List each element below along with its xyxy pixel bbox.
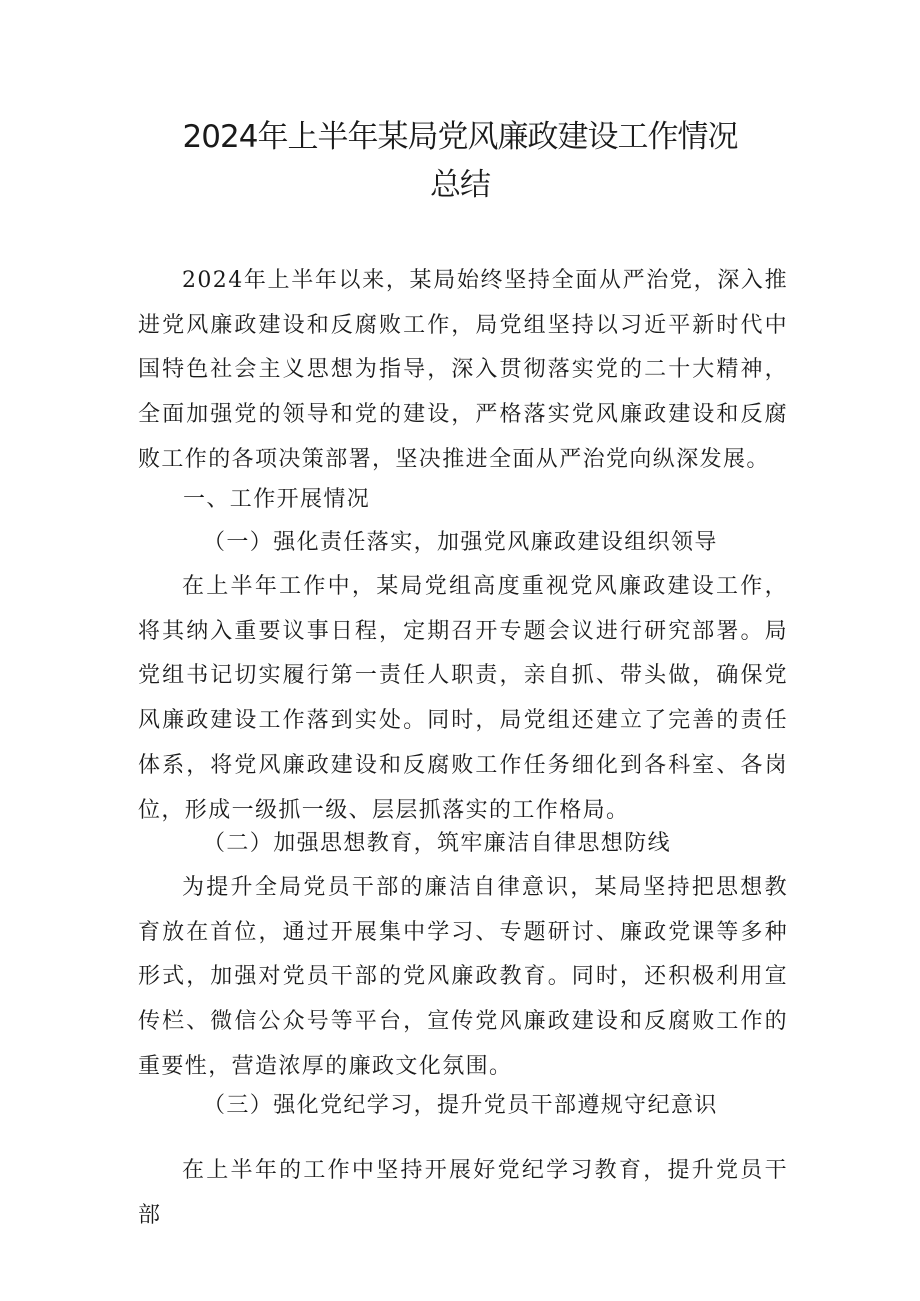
section-heading-1: 一、工作开展情况 <box>183 487 371 512</box>
subsection-heading-3: （三）强化党纪学习，提升党员干部遵规守纪意识 <box>203 1093 718 1118</box>
subsection-paragraph-3: 在上半年的工作中坚持开展好党纪学习教育，提升党员干部 <box>138 1158 788 1228</box>
subsection-paragraph-2: 为提升全局党员干部的廉洁自律意识，某局坚持把思想教育放在首位，通过开展集中学习、专题研讨、廉政党课等多种形式，加强对党员干部的党风廉政教育。同时，还积极利用宣传栏、微信公众号等平台，宣传党风廉政建设和反腐败工作的重要性，营造浓厚的廉政文化氛围。 <box>138 875 788 1079</box>
subsection-heading-1: （一）强化责任落实，加强党风廉政建设组织领导 <box>203 530 718 555</box>
subsection-heading-2: （二）加强思想教育，筑牢廉洁自律思想防线 <box>203 831 672 856</box>
document-title-line1: 2024年上半年某局党风廉政建设工作情况 <box>182 119 738 155</box>
intro-paragraph: 2024年上半年以来，某局始终坚持全面从严治党，深入推进党风廉政建设和反腐败工作，局党组坚持以习近平新时代中国特色社会主义思想为指导，深入贯彻落实党的二十大精神，全面加强党的领导和党的建设，严格落实党风廉政建设和反腐败工作的各项决策部署，坚决推进全面从严治党向纵深发展。 <box>138 268 788 472</box>
subsection-paragraph-1: 在上半年工作中，某局党组高度重视党风廉政建设工作，将其纳入重要议事日程，定期召开专题会议进行研究部署。局党组书记切实履行第一责任人职责，亲自抓、带头做，确保党风廉政建设工作落到实处。同时，局党组还建立了完善的责任体系，将党风廉政建设和反腐败工作任务细化到各科室、各岗位，形成一级抓一级、层层抓落实的工作格局。 <box>138 574 788 823</box>
document-title-line2: 总结 <box>430 167 490 203</box>
